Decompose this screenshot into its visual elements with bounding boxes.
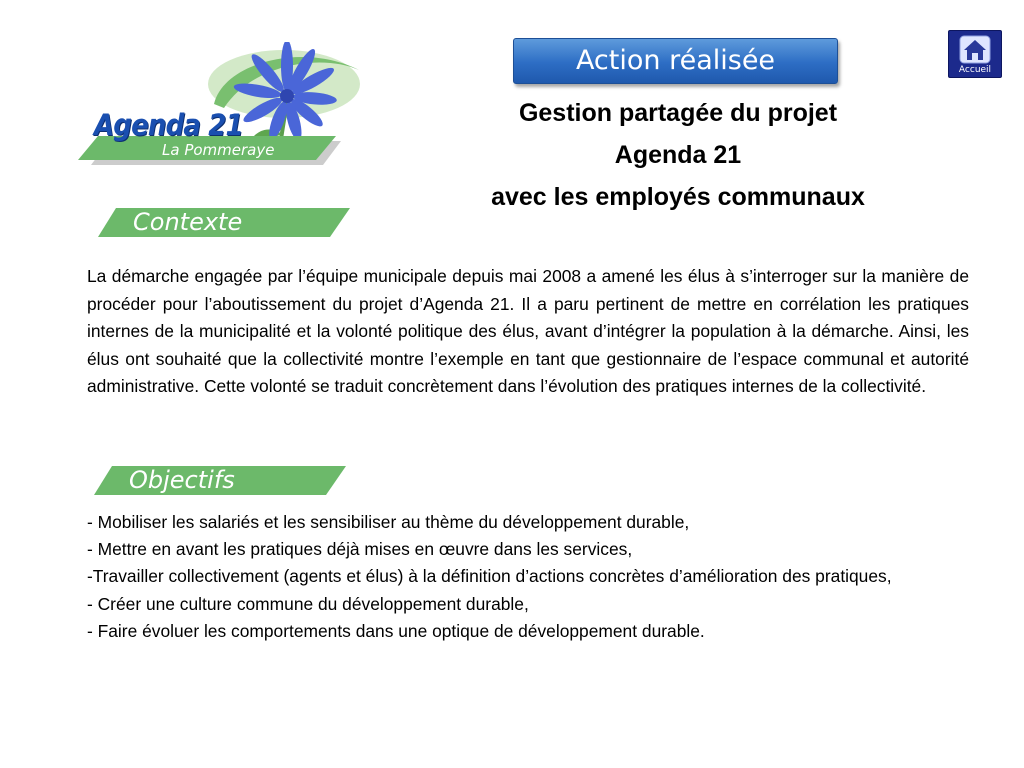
page-title: [430, 92, 926, 218]
action-status-banner: Action réalisée: [513, 38, 838, 84]
title-line-1: Gestion partagée du projet: [518, 99, 838, 127]
list-item: - Faire évoluer les comportements dans une optique de développement durable.: [87, 620, 705, 641]
list-item: - Créer une culture commune du développement durable,: [87, 593, 529, 614]
context-paragraph: La démarche engagée par l’équipe municipale depuis mai 2008 a amené les élus à s’interroger sur la manière de procéder pour l’aboutissement du projet d’Agenda 21. Il a paru pertinent de mettre en corrélation les pratiques internes de la municipalité et la volonté politique des élus, avant d’intégrer la population à la démarche. Ainsi, les élus ont souhaité que la collectivité montre l’exemple en tant que gestionnaire de l’espace communal et autorité administrative. Cette volonté se traduit concrètement dans l’évolution des pratiques internes de la collectivité.: [87, 266, 969, 397]
list-item: - Mobiliser les salariés et les sensibiliser au thème du développement durable,: [87, 512, 690, 532]
section-heading-label: Contexte: [133, 208, 243, 236]
logo-subtitle: La Pommeraye: [162, 141, 275, 159]
list-item: - Mettre en avant les pratiques déjà mises en œuvre dans les services,: [87, 539, 633, 560]
agenda21-logo: [74, 42, 364, 167]
home-label: Accueil: [958, 65, 992, 75]
title-line-3: avec les employés communaux: [491, 183, 865, 211]
section-heading-objectifs: [94, 466, 346, 498]
logo-title: Agenda 21: [94, 108, 243, 142]
objectives-list: [87, 509, 969, 645]
section-heading-label: Objectifs: [129, 466, 235, 494]
home-button[interactable]: [948, 30, 1002, 78]
title-line-2: Agenda 21: [614, 141, 742, 169]
section-heading-contexte: [98, 208, 350, 240]
list-item: -Travailler collectivement (agents et élus) à la définition d’actions concrètes d’amélioration des pratiques,: [87, 566, 892, 587]
